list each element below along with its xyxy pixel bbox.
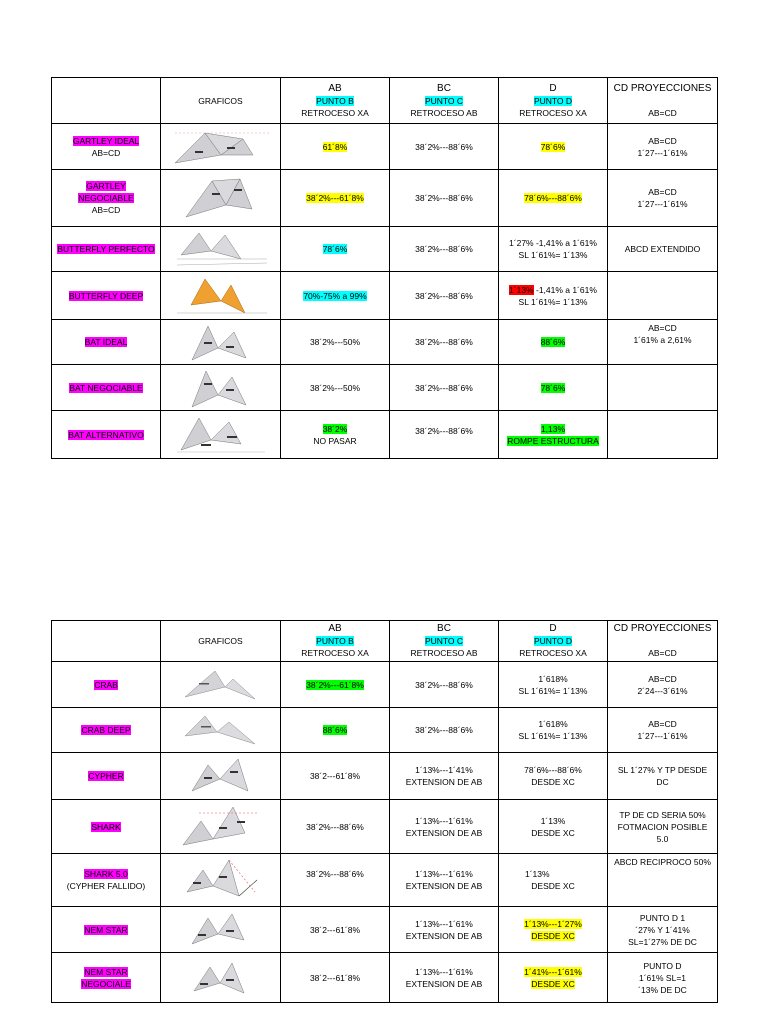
table-row xyxy=(52,227,718,272)
bc-value: 38´2%---88´6% xyxy=(390,272,499,320)
bc-value: 1´13%---1´61% EXTENSION DE AB xyxy=(390,800,499,854)
d-value: 1´13%---1´27% DESDE XC xyxy=(499,907,608,953)
bc-value: 38´2%---88´6% xyxy=(390,124,499,170)
header-bc: BC PUNTO C RETROCESO AB xyxy=(390,78,499,124)
pattern-chart-thumbnail xyxy=(161,854,281,907)
pattern-chart-thumbnail xyxy=(161,170,281,227)
pattern-chart-thumbnail xyxy=(161,953,281,1003)
d-value: 1´13% DESDE XC xyxy=(499,800,608,854)
cd-value: PUNTO D 1 ´27% Y 1´41% SL=1´27% DE DC xyxy=(608,907,718,953)
pattern-name: BUTTERFLY DEEP xyxy=(52,272,161,320)
cd-value: SL 1´27% Y TP DESDE DC xyxy=(608,753,718,800)
pattern-name: BAT IDEAL xyxy=(52,320,161,365)
header-ab: AB PUNTO B RETROCESO XA xyxy=(281,621,390,662)
cd-value: AB=CD 1´27---1´61% xyxy=(608,124,718,170)
cd-value: AB=CD 1´27---1´61% xyxy=(608,170,718,227)
pattern-chart-thumbnail xyxy=(161,272,281,320)
ab-value: 70%-75% a 99% xyxy=(281,272,390,320)
d-value: 78´6%---88´6% xyxy=(499,170,608,227)
ab-value: 38´2%---88´6% xyxy=(281,854,390,907)
butterfly-chart-icon xyxy=(171,229,271,269)
gartley-chart-icon xyxy=(171,127,271,167)
pattern-name: NEM STAR xyxy=(52,907,161,953)
bc-value: 1´13%---1´61% EXTENSION DE AB xyxy=(390,953,499,1003)
d-value: 78´6%---88´6% DESDE XC xyxy=(499,753,608,800)
ab-value: 38´2---61´8% xyxy=(281,753,390,800)
table-row xyxy=(52,708,718,753)
table-row xyxy=(52,662,718,708)
cd-value: ABCD EXTENDIDO xyxy=(608,227,718,272)
nem-star-negociale-chart-icon xyxy=(186,957,256,999)
table-row xyxy=(52,753,718,800)
cd-value: TP DE CD SERIA 50% FOTMACION POSIBLE 5.0 xyxy=(608,800,718,854)
punto-d-label: PUNTO D xyxy=(533,95,573,106)
table-row xyxy=(52,411,718,459)
header-d: D PUNTO D RETROCESO XA xyxy=(499,78,608,124)
cd-value xyxy=(608,365,718,411)
header-cd: CD PROYECCIONES AB=CD xyxy=(608,78,718,124)
table-row xyxy=(52,272,718,320)
pattern-name: NEM STAR NEGOCIALE xyxy=(52,953,161,1003)
header-graficos: GRAFICOS xyxy=(161,621,281,662)
cd-value: AB=CD 1´61% a 2,61% xyxy=(608,320,718,365)
d-value: 1´618% SL 1´61%= 1´13% xyxy=(499,708,608,753)
bc-value: 1´13%---1´61% EXTENSION DE AB xyxy=(390,907,499,953)
table-row xyxy=(52,365,718,411)
pattern-name: SHARK 5.0 (CYPHER FALLIDO) xyxy=(52,854,161,907)
ab-value: 38´2%---61´8% xyxy=(281,662,390,708)
shark-5-chart-icon xyxy=(179,856,263,904)
cd-value: ABCD RECIPROCO 50% xyxy=(608,854,718,907)
pattern-chart-thumbnail xyxy=(161,800,281,854)
pattern-name: BAT ALTERNATIVO xyxy=(52,411,161,459)
header-cd: CD PROYECCIONES AB=CD xyxy=(608,621,718,662)
d-value: 1,13% ROMPE ESTRUCTURA xyxy=(499,411,608,459)
nem-star-chart-icon xyxy=(186,910,256,950)
gartley-negociable-chart-icon xyxy=(176,175,266,221)
pattern-name: SHARK xyxy=(52,800,161,854)
pattern-name: GARTLEY IDEAL AB=CD xyxy=(52,124,161,170)
pattern-name: CRAB xyxy=(52,662,161,708)
table-header-row xyxy=(52,78,718,124)
header-pattern-cell xyxy=(52,78,161,124)
d-value: 1´41%---1´61% DESDE XC xyxy=(499,953,608,1003)
pattern-name: BUTTERFLY PERFECTO xyxy=(52,227,161,272)
bc-value: 38´2%---88´6% xyxy=(390,320,499,365)
pattern-chart-thumbnail xyxy=(161,411,281,459)
header-pattern-cell xyxy=(52,621,161,662)
punto-d-label: PUNTO D xyxy=(533,636,573,646)
bc-value: 38´2%---88´6% xyxy=(390,411,499,459)
cypher-chart-icon xyxy=(186,755,256,797)
table-row xyxy=(52,953,718,1003)
d-value: 78´6% xyxy=(499,365,608,411)
header-ab: AB PUNTO B RETROCESO XA xyxy=(281,78,390,124)
table-row xyxy=(52,170,718,227)
pattern-name: CRAB DEEP xyxy=(52,708,161,753)
pattern-chart-thumbnail xyxy=(161,365,281,411)
ab-value: 38´2---61´8% xyxy=(281,953,390,1003)
ab-value: 38´2%---50% xyxy=(281,320,390,365)
crab-deep-chart-icon xyxy=(179,712,263,748)
pattern-name: GARTLEY NEGOCIABLE AB=CD xyxy=(52,170,161,227)
header-bc: BC PUNTO C RETROCESO AB xyxy=(390,621,499,662)
table-row xyxy=(52,800,718,854)
bat-ideal-chart-icon xyxy=(186,322,256,362)
patterns-table-1 xyxy=(51,77,718,459)
pattern-chart-thumbnail xyxy=(161,227,281,272)
ab-value: 38´2%---88´6% xyxy=(281,800,390,854)
ab-value: 88´6% xyxy=(281,708,390,753)
d-value: 88´6% xyxy=(499,320,608,365)
shark-chart-icon xyxy=(179,803,263,851)
bc-value: 38´2%---88´6% xyxy=(390,170,499,227)
pattern-chart-thumbnail xyxy=(161,662,281,708)
butterfly-deep-chart-icon xyxy=(171,275,271,317)
pattern-chart-thumbnail xyxy=(161,124,281,170)
punto-b-label: PUNTO B xyxy=(316,636,354,646)
pattern-chart-thumbnail xyxy=(161,753,281,800)
patterns-table-2 xyxy=(51,620,718,1003)
cd-value xyxy=(608,411,718,459)
bc-value: 38´2%---88´6% xyxy=(390,708,499,753)
table-row xyxy=(52,907,718,953)
bc-value: 38´2%---88´6% xyxy=(390,365,499,411)
pattern-name: BAT NEGOCIABLE xyxy=(52,365,161,411)
d-value: 1´618% SL 1´61%= 1´13% xyxy=(499,662,608,708)
cd-value xyxy=(608,272,718,320)
bat-alternativo-chart-icon xyxy=(173,414,269,456)
table-row xyxy=(52,124,718,170)
d-value: 1´13% DESDE XC xyxy=(499,854,608,907)
ab-value: 38´2%---50% xyxy=(281,365,390,411)
punto-c-label: PUNTO C xyxy=(424,95,464,106)
cd-value: AB=CD 1´27---1´61% xyxy=(608,708,718,753)
ab-value: 38´2---61´8% xyxy=(281,907,390,953)
ab-value: 38´2% NO PASAR xyxy=(281,411,390,459)
d-value: 1´27% -1,41% a 1´61% SL 1´61%= 1´13% xyxy=(499,227,608,272)
bc-value: 38´2%---88´6% xyxy=(390,662,499,708)
header-d: D PUNTO D RETROCESO XA xyxy=(499,621,608,662)
bc-value: 1´13%---1´41% EXTENSION DE AB xyxy=(390,753,499,800)
pattern-name: CYPHER xyxy=(52,753,161,800)
d-value: 78´6% xyxy=(499,124,608,170)
pattern-chart-thumbnail xyxy=(161,320,281,365)
punto-c-label: PUNTO C xyxy=(424,636,464,646)
pattern-chart-thumbnail xyxy=(161,708,281,753)
bat-negociable-chart-icon xyxy=(186,367,256,409)
ab-value: 78´6% xyxy=(281,227,390,272)
bc-value: 38´2%---88´6% xyxy=(390,227,499,272)
pattern-chart-thumbnail xyxy=(161,907,281,953)
ab-value: 38´2%---61´8% xyxy=(281,170,390,227)
table-header-row xyxy=(52,621,718,662)
bc-value: 1´13%---1´61% EXTENSION DE AB xyxy=(390,854,499,907)
punto-b-label: PUNTO B xyxy=(316,95,354,106)
ab-value: 61´8% xyxy=(281,124,390,170)
table-row xyxy=(52,854,718,907)
d-value: 1´13% -1,41% a 1´61% SL 1´61%= 1´13% xyxy=(499,272,608,320)
table-row xyxy=(52,320,718,365)
cd-value: PUNTO D 1´61% SL=1 ´13% DE DC xyxy=(608,953,718,1003)
crab-chart-icon xyxy=(179,667,263,703)
cd-value: AB=CD 2´24---3´61% xyxy=(608,662,718,708)
header-graficos: GRAFICOS xyxy=(161,78,281,124)
